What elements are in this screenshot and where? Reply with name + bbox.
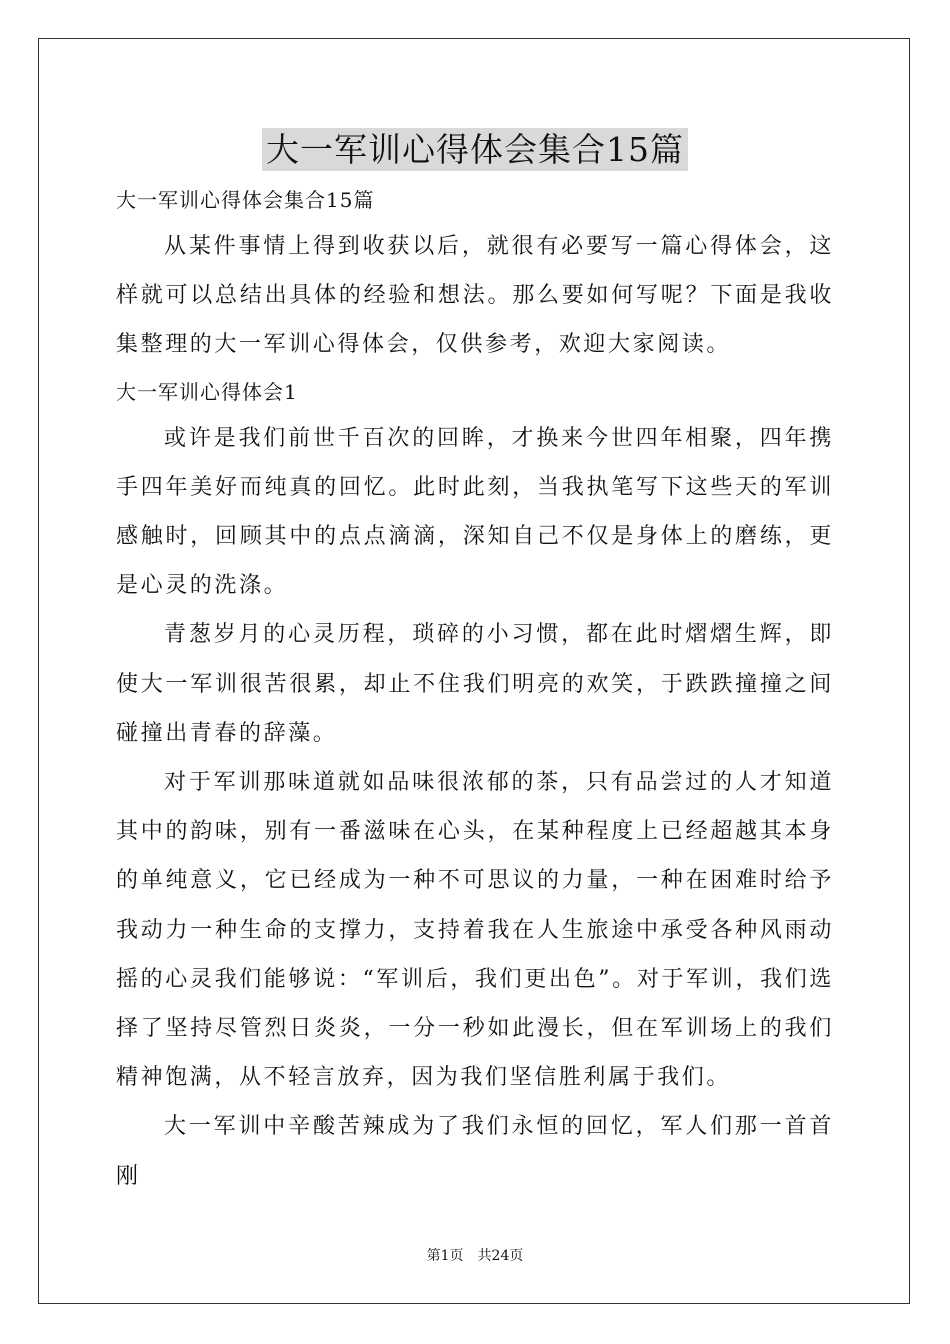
document-subtitle: 大一军训心得体会集合15篇 (116, 188, 375, 212)
body-paragraph: 大一军训中辛酸苦辣成为了我们永恒的回忆，军人们那一首首刚 (116, 1114, 834, 1189)
page-number: 第1页 (426, 1248, 464, 1264)
body-paragraph: 或许是我们前世千百次的回眸，才换来今世四年相聚，四年携手四年美好而纯真的回忆。此时此刻，当我执笔写下这些天的军训感触时，回顾其中的点点滴滴，深知自己不仅是身体上的磨练，更是心灵的洗涤。 (116, 425, 834, 599)
document-title (0, 124, 950, 176)
document-title-text: 大一军训心得体会集合15篇 (262, 128, 688, 171)
section-heading: 大一军训心得体会1 (116, 379, 298, 404)
page-total: 共24页 (477, 1248, 524, 1264)
body-paragraph: 对于军训那味道就如品味很浓郁的茶，只有品尝过的人才知道其中的韵味，别有一番滋味在心头，在某种程度上已经超越其本身的单纯意义，它已经成为一种不可思议的力量，一种在困难时给予我动力一种生命的支撑力，支持着我在人生旅途中承受各种风雨动摇的心灵我们能够说：“军训后，我们更出色”。对于军训，我们选择了坚持尽管烈日炎炎，一分一秒如此漫长，但在军训场上的我们精神饱满，从不轻言放弃，因为我们坚信胜利属于我们。 (116, 770, 834, 1091)
page-footer (0, 1246, 950, 1266)
body-paragraph: 青葱岁月的心灵历程，琐碎的小习惯，都在此时熠熠生辉，即使大一军训很苦很累，却止不住我们明亮的欢笑，于跌跌撞撞之间碰撞出青春的辞藻。 (116, 622, 834, 746)
document-body (116, 178, 834, 1201)
intro-paragraph: 从某件事情上得到收获以后，就很有必要写一篇心得体会，这样就可以总结出具体的经验和想法。那么要如何写呢？下面是我收集整理的大一军训心得体会，仅供参考，欢迎大家阅读。 (116, 234, 834, 358)
